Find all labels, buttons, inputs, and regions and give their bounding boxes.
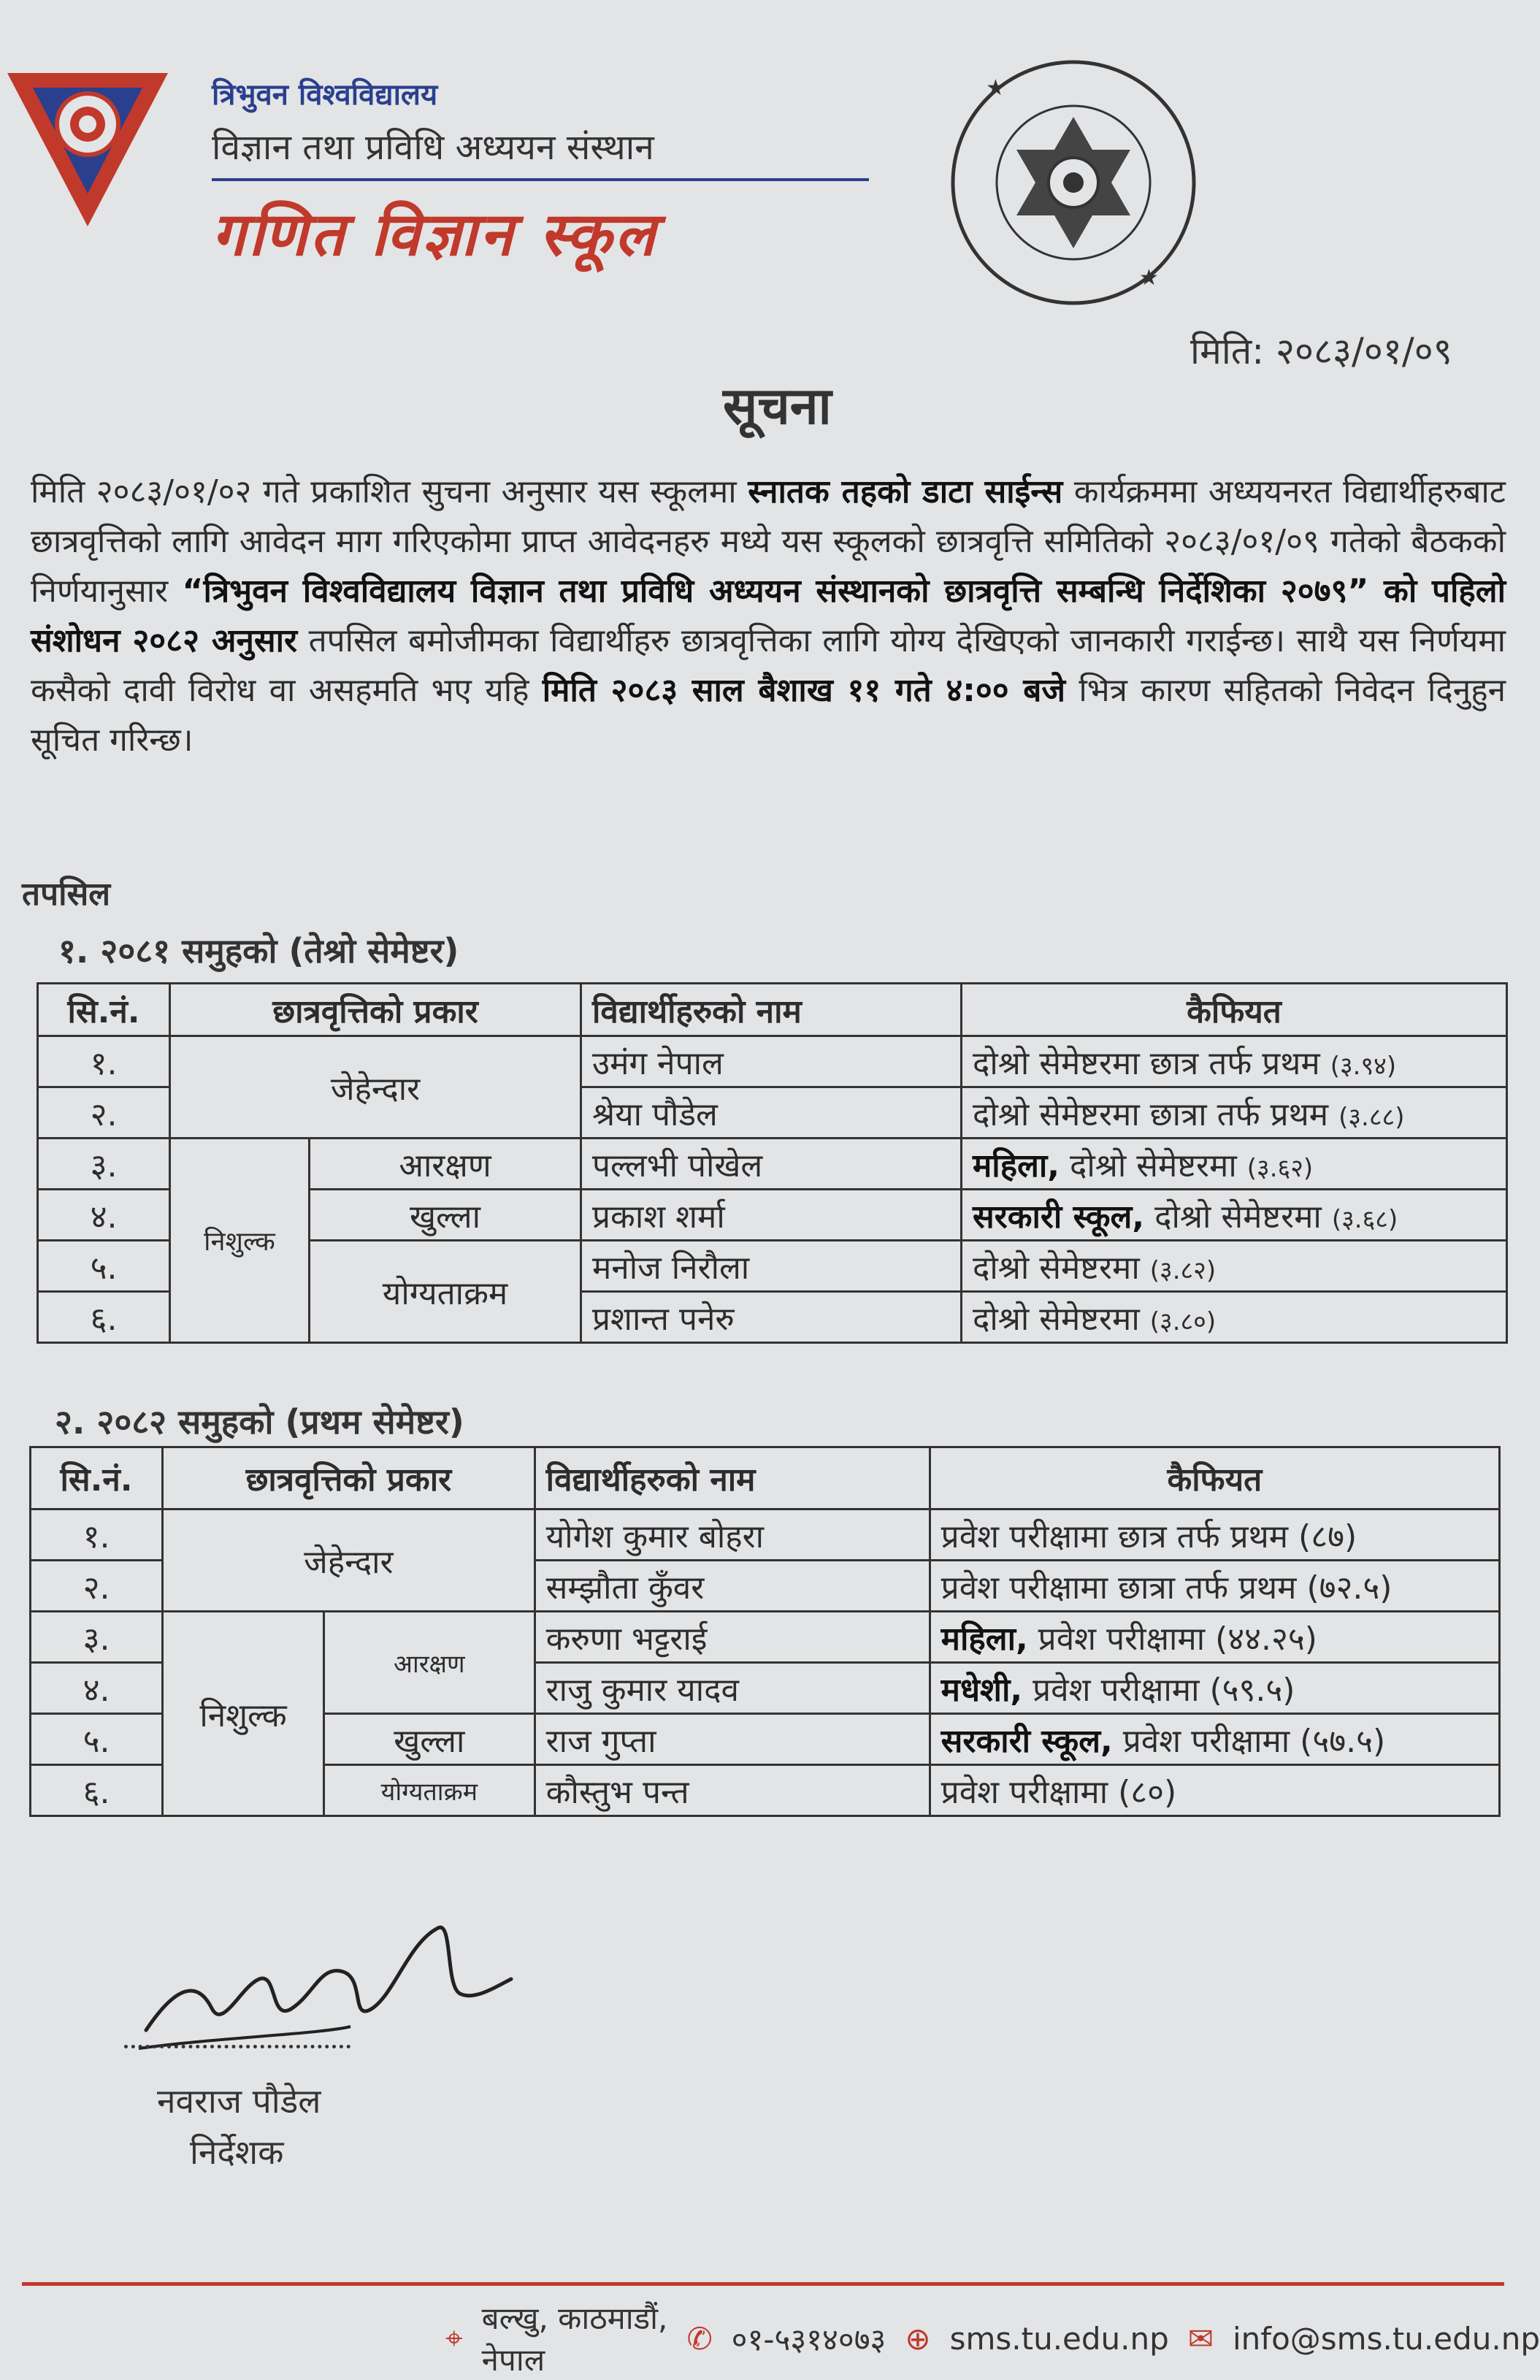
notice-date: मिति: २०८३/०१/०९	[1190, 330, 1452, 372]
table-row: ३. निशुल्क आरक्षण पल्लभी पोखेल महिला, दोश्रो सेमेष्टरमा (३.६२)	[38, 1139, 1507, 1190]
globe-icon: ⊕	[905, 2320, 931, 2357]
svg-text:★: ★	[1139, 265, 1159, 291]
scholarship-table-2082	[29, 1446, 1501, 1817]
scholarship-table-2081	[37, 982, 1508, 1344]
table1-title: १. २०८१ समुहको (तेश्रो सेमेष्टर)	[58, 931, 459, 971]
details-label: तपसिल	[22, 876, 111, 913]
table-row: ५. योग्यताक्रम मनोज निरौला दोश्रो सेमेष्टरमा (३.८२)	[38, 1241, 1507, 1292]
table-row: २. सम्झौता कुँवर प्रवेश परीक्षामा छात्रा तर्फ प्रथम (७२.५)	[31, 1561, 1500, 1612]
subtype-yogyatakram: योग्यताक्रम	[324, 1765, 535, 1816]
header-remarks: कैफियत	[930, 1447, 1499, 1509]
institute-name: विज्ञान तथा प्रविधि अध्ययन संस्थान	[212, 127, 654, 168]
table-row: १. जेहेन्दार योगेश कुमार बोहरा प्रवेश परीक्षामा छात्र तर्फ प्रथम (८७)	[31, 1509, 1500, 1561]
table-header-row	[31, 1447, 1500, 1509]
official-seal	[942, 51, 1205, 314]
table-row: ४. खुल्ला प्रकाश शर्मा सरकारी स्कूल, दोश्रो सेमेष्टरमा (३.६८)	[38, 1190, 1507, 1241]
header-type: छात्रवृत्तिको प्रकार	[163, 1447, 535, 1509]
subtype-khulla: खुल्ला	[324, 1714, 535, 1765]
header-sn: सि.नं.	[38, 984, 170, 1036]
table-row: ६. प्रशान्त पनेरु दोश्रो सेमेष्टरमा (३.८०)	[38, 1292, 1507, 1343]
table-row: २. श्रेया पौडेल दोश्रो सेमेष्टरमा छात्रा तर्फ प्रथम (३.८८)	[38, 1087, 1507, 1139]
table-row: ५. खुल्ला राज गुप्ता सरकारी स्कूल, प्रवेश परीक्षामा (५७.५)	[31, 1714, 1500, 1765]
header-sn: सि.नं.	[31, 1447, 163, 1509]
header-name: विद्यार्थीहरुको नाम	[535, 1447, 930, 1509]
header-name: विद्यार्थीहरुको नाम	[581, 984, 962, 1036]
table-row: ६. योग्यताक्रम कौस्तुभ पन्त प्रवेश परीक्षामा (८०)	[31, 1765, 1500, 1816]
header-type: छात्रवृत्तिको प्रकार	[170, 984, 581, 1036]
tu-logo	[0, 22, 175, 248]
notice-body: मिति २०८३/०१/०२ गते प्रकाशित सुचना अनुसार यस स्कूलमा स्नातक तहको डाटा साईन्स कार्यक्रममा अध्ययनरत विद्यार्थीहरुबाट छात्रवृत्तिको लागि आवेदन माग गरिएकोमा प्राप्त आवेदनहरु मध्ये यस स्कूलको छात्रवृत्ति समितिको २०८३/०१/०९ गतेको बैठकको निर्णयानुसार “त्रिभुवन विश्वविद्यालय विज्ञान तथा प्रविधि अध्ययन संस्थानको छात्रवृत्ति सम्बन्धि निर्देशिका २०७९” को पहिलो संशोधन २०८२ अनुसार तपसिल बमोजीमका विद्यार्थीहरु छात्रवृत्तिका लागि योग्य देखिएको जानकारी गराईन्छ। साथै यस निर्णयमा कसैको दावी विरोध वा असहमति भए यहि मिति २०८३ साल बैशाख ११ गते ४:०० बजे भित्र कारण सहितको निवेदन दिनुहुन सूचित गरिन्छ।	[31, 473, 1506, 759]
header-remarks: कैफियत	[962, 984, 1507, 1036]
type-jehendar: जेहेन्दार	[163, 1509, 535, 1612]
signatory-title: निर्देशक	[190, 2132, 284, 2172]
school-name: गणित विज्ञान स्कूल	[212, 200, 659, 269]
subtype-aarakshan: आरक्षण	[324, 1612, 535, 1714]
email-icon: ✉	[1187, 2320, 1214, 2357]
university-name: त्रिभुवन विश्वविद्यालय	[212, 78, 438, 112]
table-row: ३. निशुल्क आरक्षण करुणा भट्टराई महिला, प्रवेश परीक्षामा (४४.२५)	[31, 1612, 1500, 1663]
footer-web[interactable]: sms.tu.edu.np	[949, 2320, 1169, 2357]
footer-address: बल्खु, काठमाडौं, नेपाल	[481, 2300, 668, 2378]
footer-contact	[445, 2297, 1540, 2380]
phone-icon: ✆	[686, 2320, 713, 2357]
footer-divider	[22, 2282, 1504, 2286]
subtype-yogyatakram: योग्यताक्रम	[310, 1241, 581, 1343]
type-nishulka: निशुल्क	[170, 1139, 310, 1343]
signatory-name: नवराज पौडेल	[157, 2081, 321, 2121]
footer-email[interactable]: info@sms.tu.edu.np	[1233, 2320, 1540, 2357]
subtype-khulla: खुल्ला	[310, 1190, 581, 1241]
table-row: ४. राजु कुमार यादव मधेशी, प्रवेश परीक्षामा (५९.५)	[31, 1663, 1500, 1714]
signature-line	[124, 2045, 350, 2048]
svg-text:★: ★	[986, 75, 1005, 101]
table-header-row	[38, 984, 1507, 1036]
location-icon: ⌖	[445, 2320, 463, 2356]
table2-title: २. २०८२ समुहको (प्रथम सेमेष्टर)	[55, 1402, 464, 1442]
subtype-aarakshan: आरक्षण	[310, 1139, 581, 1190]
header-divider	[212, 178, 869, 181]
notice-title: सूचना	[723, 376, 832, 436]
table-row: १. जेहेन्दार उमंग नेपाल दोश्रो सेमेष्टरमा छात्र तर्फ प्रथम (३.९४)	[38, 1036, 1507, 1087]
footer-phone: ०१-५३१४०७३	[731, 2321, 886, 2357]
type-jehendar: जेहेन्दार	[170, 1036, 581, 1139]
type-nishulka: निशुल्क	[163, 1612, 324, 1816]
